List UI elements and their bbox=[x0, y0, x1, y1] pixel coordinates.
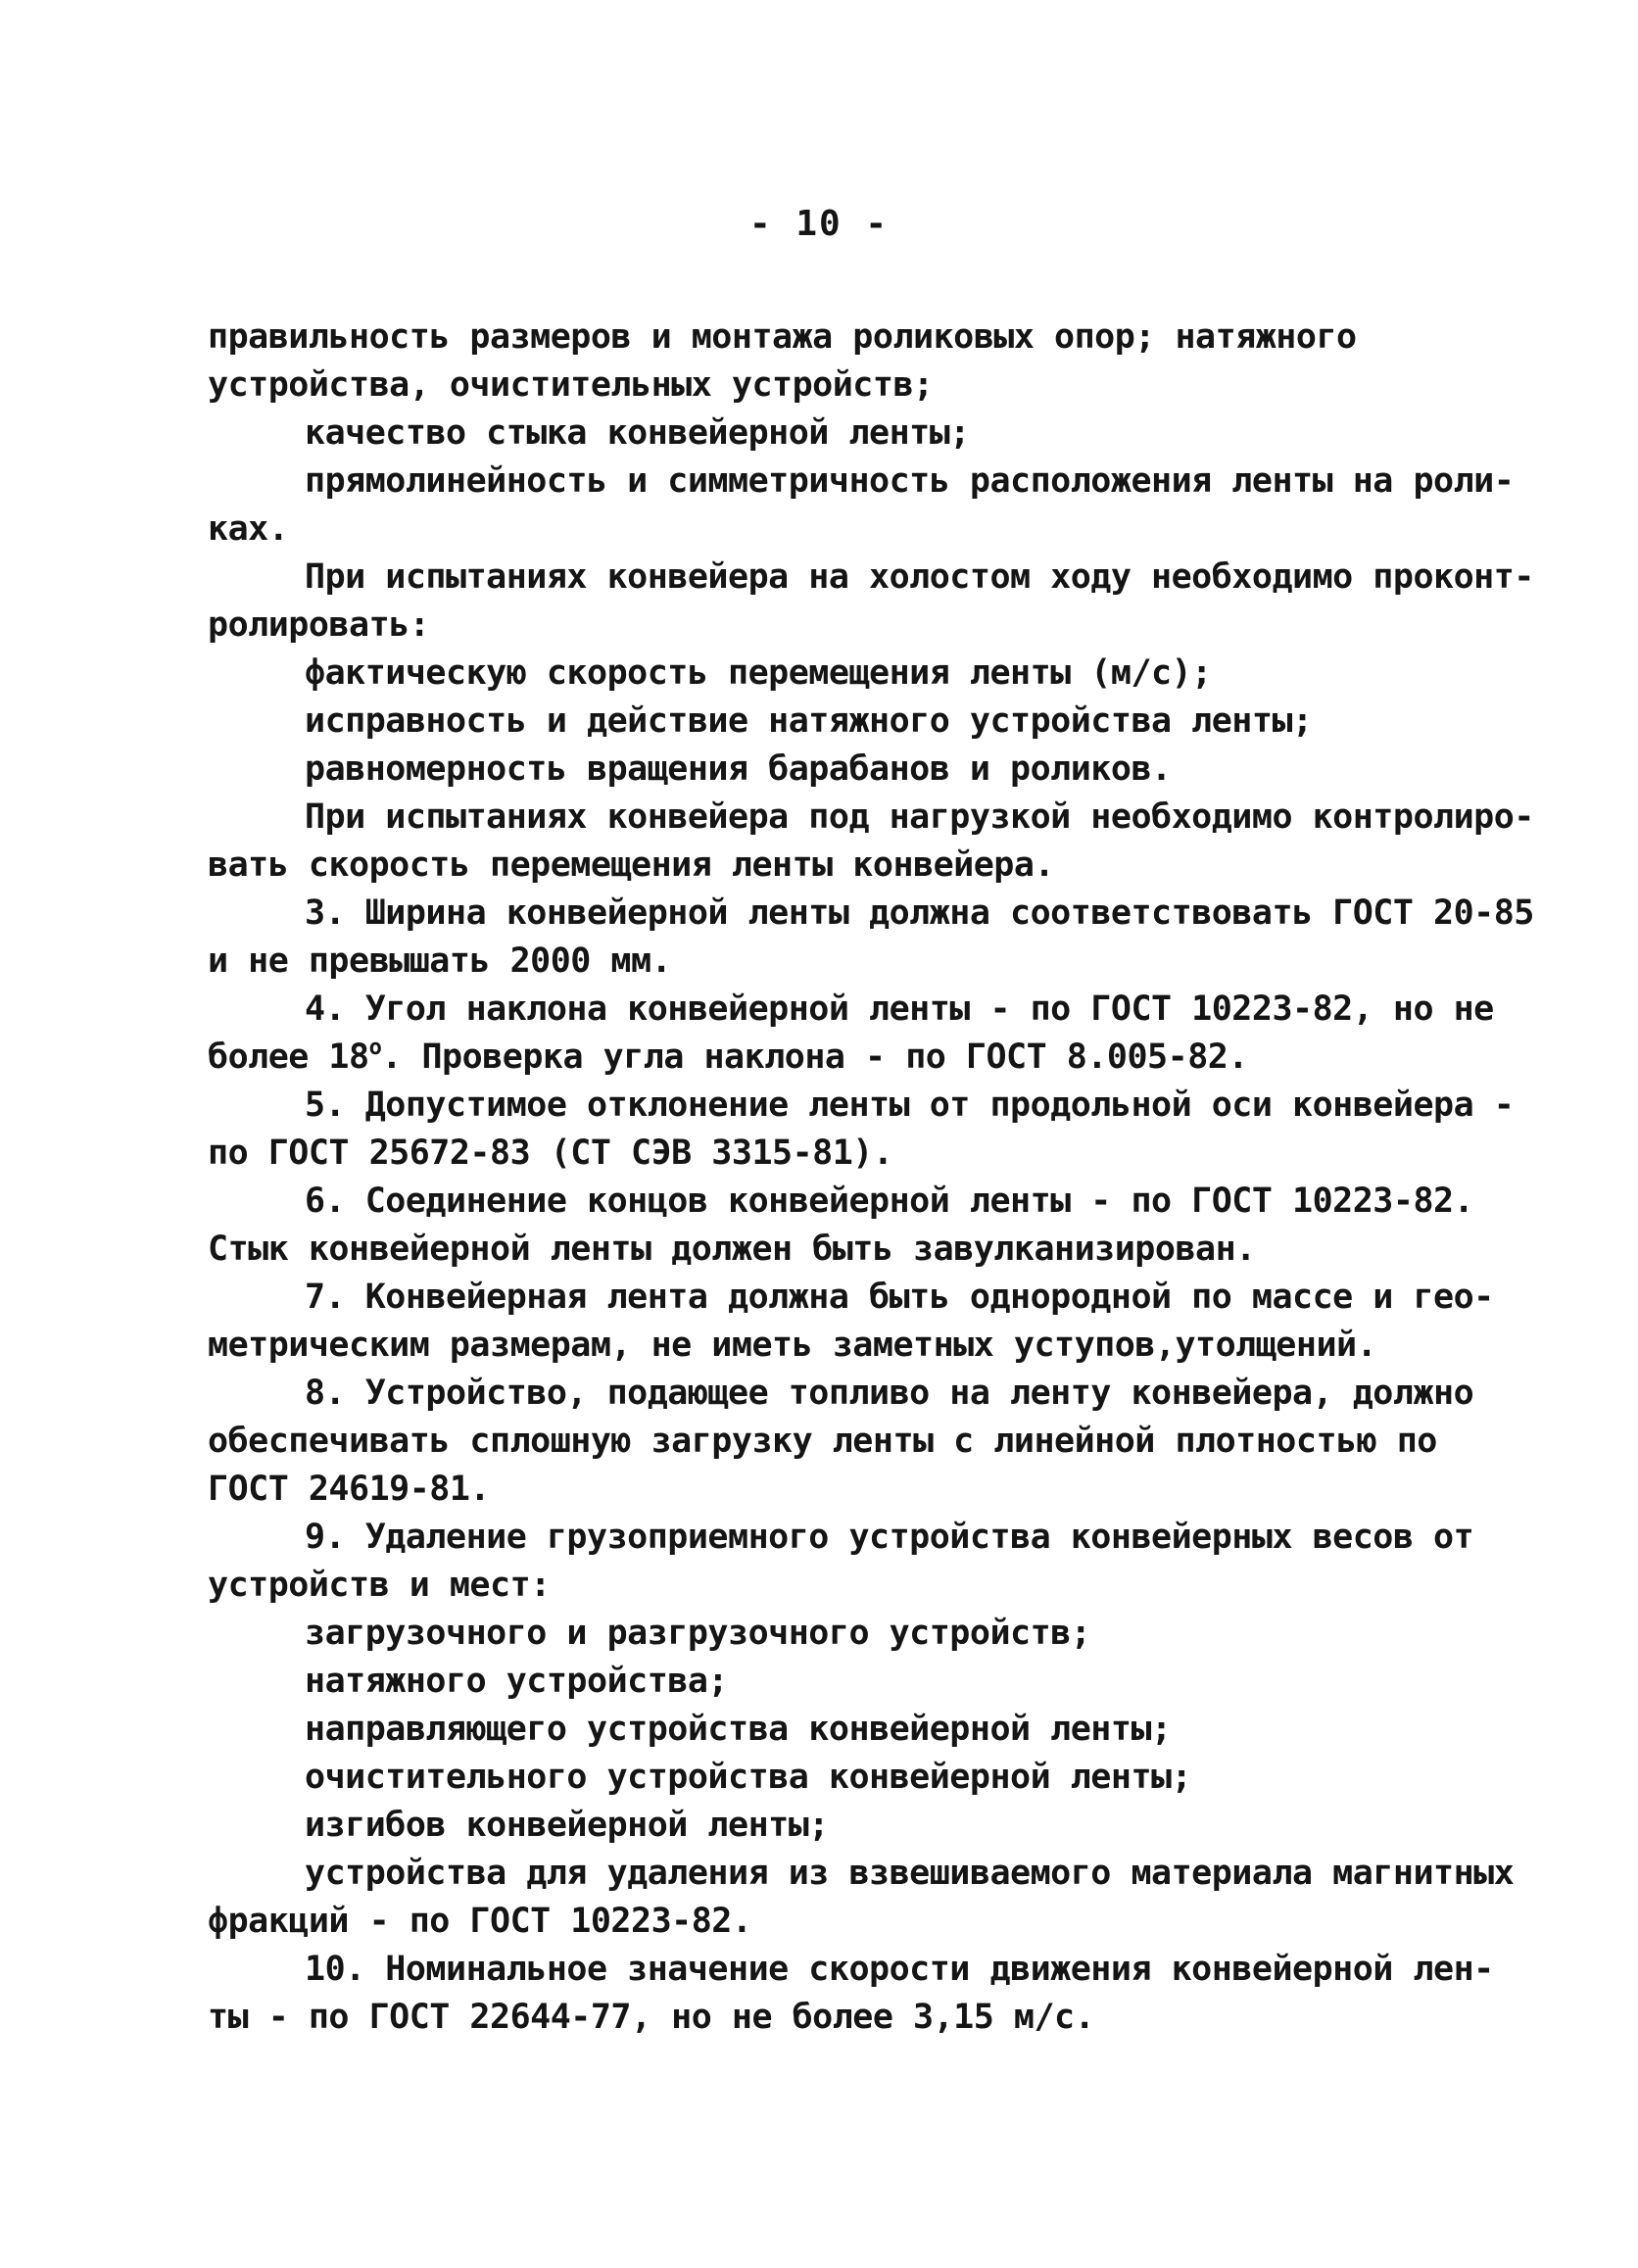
text-line: 6. Соединение концов конвейерной ленты - по ГОСТ 10223-82. bbox=[305, 1182, 1474, 1221]
text-line: очистительного устройства конвейерной ленты; bbox=[305, 1758, 1192, 1797]
text-line: обеспечивать сплошную загрузку ленты с линейной плотностью по bbox=[208, 1422, 1437, 1461]
text-line: изгибов конвейерной ленты; bbox=[305, 1806, 829, 1845]
text-line: равномерность вращения барабанов и роликов. bbox=[305, 749, 1172, 789]
text-line: направляющего устройства конвейерной ленты; bbox=[305, 1710, 1172, 1749]
text-line: натяжного устройства; bbox=[305, 1662, 729, 1701]
text-line: Стык конвейерной ленты должен быть завулканизирован. bbox=[208, 1230, 1256, 1269]
text-line: фракций - по ГОСТ 10223-82. bbox=[208, 1902, 752, 1941]
text-line: вать скорость перемещения ленты конвейера. bbox=[208, 845, 1055, 885]
text-line: При испытаниях конвейера на холостом ходу необходимо проконт- bbox=[305, 557, 1534, 597]
text-line: 8. Устройство, подающее топливо на ленту конвейера, должно bbox=[305, 1374, 1474, 1413]
text-line: загрузочного и разгрузочного устройств; bbox=[305, 1614, 1091, 1653]
text-line: 3. Ширина конвейерной ленты должна соответствовать ГОСТ 20-85 bbox=[305, 893, 1534, 933]
text-line: прямолинейность и симметричность расположения ленты на роли- bbox=[305, 461, 1515, 501]
text-line: ролировать: bbox=[208, 605, 430, 645]
text-line: 9. Удаление грузоприемного устройства конвейерных весов от bbox=[305, 1518, 1474, 1557]
text-line: 10. Номинальное значение скорости движения конвейерной лен- bbox=[305, 1950, 1494, 1989]
text-line: При испытаниях конвейера под нагрузкой необходимо контролиро- bbox=[305, 797, 1534, 837]
text-line: устройства, очистительных устройств; bbox=[208, 365, 934, 405]
text-line: ГОСТ 24619-81. bbox=[208, 1470, 491, 1509]
text-line-start: более 18 bbox=[208, 1037, 369, 1077]
text-line: фактическую скорость перемещения ленты (м/с); bbox=[305, 653, 1212, 693]
text-line: правильность размеров и монтажа роликовых опор; натяжного bbox=[208, 317, 1357, 357]
document-body bbox=[208, 314, 1534, 2042]
page-number: - 10 - bbox=[748, 204, 890, 244]
text-line: качество стыка конвейерной ленты; bbox=[305, 413, 970, 453]
degree-mark: о bbox=[368, 1036, 382, 1060]
text-line: устройств и мест: bbox=[208, 1566, 551, 1605]
text-line: исправность и действие натяжного устройства ленты; bbox=[305, 701, 1313, 741]
text-line: ты - по ГОСТ 22644-77, но не более 3,15 м/с. bbox=[208, 1998, 1095, 2037]
text-line bbox=[208, 1034, 1501, 1082]
text-line: устройства для удаления из взвешиваемого материала магнитных bbox=[305, 1854, 1515, 1893]
text-line-end: . Проверка угла наклона - по ГОСТ 8.005-82. bbox=[381, 1037, 1248, 1077]
text-line: 5. Допустимое отклонение ленты от продольной оси конвейера - bbox=[305, 1086, 1515, 1125]
text-line: ках. bbox=[208, 509, 289, 549]
text-line: 7. Конвейерная лента должна быть однородной по массе и гео- bbox=[305, 1278, 1494, 1317]
text-line: 4. Угол наклона конвейерной ленты - по ГОСТ 10223-82, но не bbox=[305, 989, 1494, 1029]
text-line: по ГОСТ 25672-83 (СТ СЭВ 3315-81). bbox=[208, 1134, 893, 1173]
text-line: метрическим размерам, не иметь заметных уступов,утолщений. bbox=[208, 1326, 1377, 1365]
text-line: и не превышать 2000 мм. bbox=[208, 941, 672, 981]
